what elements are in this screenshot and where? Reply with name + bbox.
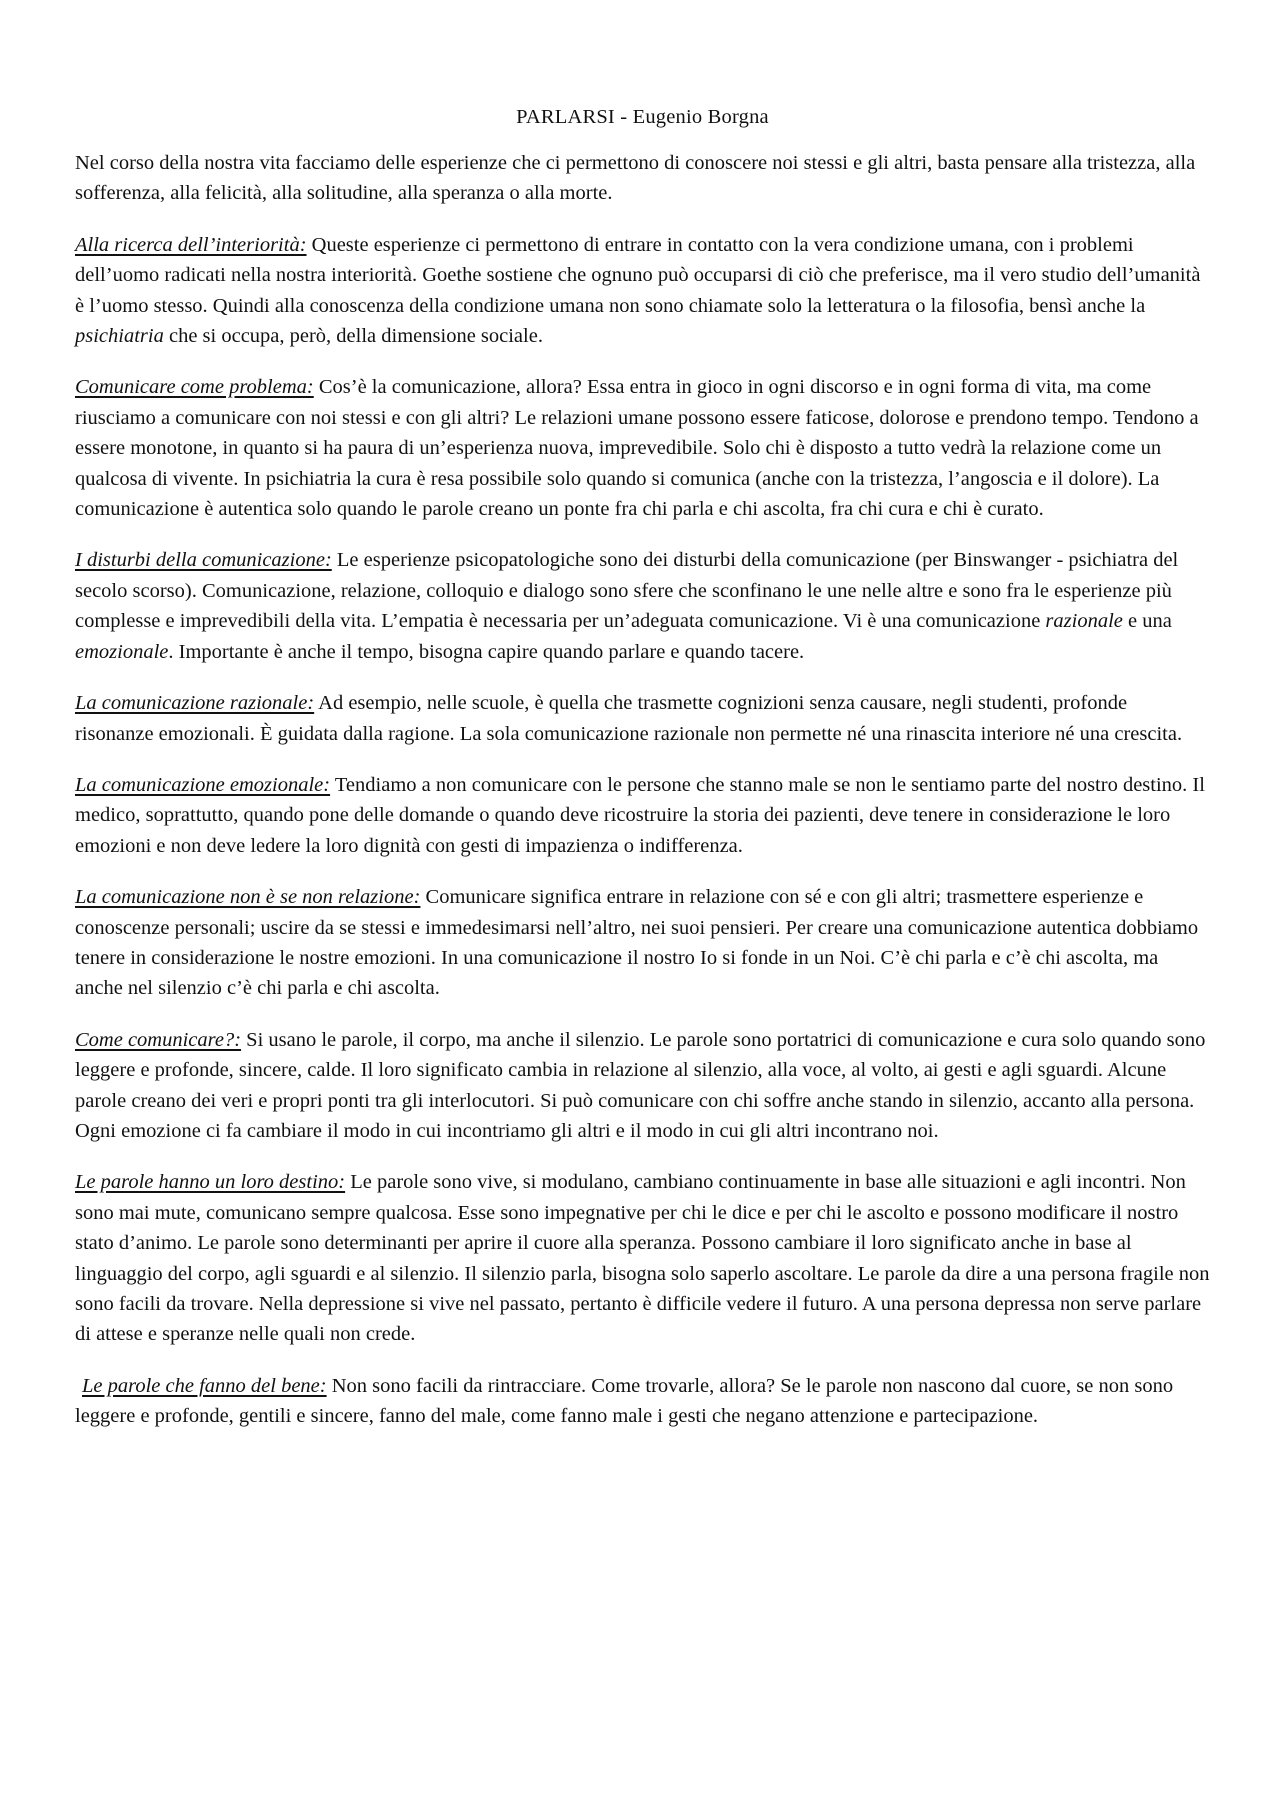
section-text: Comunicare significa entrare in relazione con sé e con gli altri; trasmettere esperienze e conoscenze personali; uscire da se stessi e immedesimarsi nell’altro, nei suoi pensieri. Per creare una comunicazione autentica dobbiamo tenere in considerazione le nostre emozioni. In una comunicazione il nostro Io si fonde in un Noi. C’è chi parla e c’è chi ascolta, ma anche nel silenzio c’è chi parla e chi ascolta. [75, 886, 1199, 1000]
section-text: Le parole sono vive, si modulano, cambiano continuamente in base alle situazioni e agli incontri. Non sono mai mute, comunicano sempre qualcosa. Esse sono impegnative per chi le dice e per chi le ascolto e possono modificare il nostro stato d’animo. Le parole sono determinanti per aprire il cuore alla speranza. Possono cambiare il loro significato anche in base al linguaggio del corpo, agli sguardi e al silenzio. Il silenzio parla, bisogna solo saperlo ascoltare. Le parole da dire a una persona fragile non sono facili da trovare. Nella depressione si vive nel passato, pertanto è difficile vedere il futuro. A una persona depressa non serve parlare di attese e speranze nelle quali non crede. [75, 1171, 1210, 1346]
section-relazione [75, 882, 1210, 1004]
section-come-comunicare [75, 1025, 1210, 1147]
section-text: Queste esperienze ci permettono di entrare in contatto con la vera condizione umana, con i problemi dell’uomo radicati nella nostra interiorità. Goethe sostiene che ognuno può occuparsi di ciò che preferisce, ma il vero studio dell’umanità è l’uomo stesso. Quindi alla conoscenza della condizione umana non sono chiamate solo la letteratura o la filosofia, bensì anche la [75, 233, 1201, 317]
section-emozionale [75, 770, 1210, 861]
section-razionale [75, 688, 1210, 749]
emphasis-term: emozionale [75, 640, 169, 663]
section-comunicare-problema [75, 372, 1210, 524]
section-text: Ad esempio, nelle scuole, è quella che trasmette cognizioni senza causare, negli studenti, profonde risonanze emozionali. È guidata dalla ragione. La sola comunicazione razionale non permette né una rinascita interiore né una crescita. [75, 692, 1183, 745]
section-heading: Le parole che fanno del bene: [82, 1374, 327, 1397]
section-text: Si usano le parole, il corpo, ma anche il silenzio. Le parole sono portatrici di comunicazione e cura solo quando sono leggere e profonde, sincere, calde. Il loro significato cambia in relazione al silenzio, alla voce, al volto, ai gesti e agli sguardi. Alcune parole creano dei veri e propri ponti tra gli interlocutori. Si può comunicare con chi soffre anche stando in silenzio, accanto alla persona. Ogni emozione ci fa cambiare il modo in cui incontriamo gli altri e il modo in cui gli altri incontrano noi. [75, 1028, 1206, 1142]
section-heading: La comunicazione razionale: [75, 692, 315, 715]
section-heading: Alla ricerca dell’interiorità: [75, 233, 307, 256]
document-page [75, 102, 1210, 1453]
section-heading: La comunicazione emozionale: [75, 773, 331, 796]
section-text: Non sono facili da rintracciare. Come trovarle, allora? Se le parole non nascono dal cuore, se non sono leggere e profonde, gentili e sincere, fanno del male, come fanno male i gesti che negano attenzione e partecipazione. [75, 1374, 1174, 1428]
section-heading: Le parole hanno un loro destino: [75, 1171, 346, 1194]
section-parole-destino [75, 1167, 1210, 1349]
section-text: che si occupa, però, della dimensione sociale. [163, 325, 543, 348]
section-heading: Comunicare come problema: [75, 376, 314, 399]
section-heading: La comunicazione non è se non relazione: [75, 886, 421, 909]
intro-paragraph: Nel corso della nostra vita facciamo delle esperienze che ci permettono di conoscere noi stessi e gli altri, basta pensare alla tristezza, alla sofferenza, alla felicità, alla solitudine, alla speranza o alla morte. [75, 152, 1196, 205]
section-text: Tendiamo a non comunicare con le persone che stanno male se non le sentiamo parte del nostro destino. Il medico, soprattutto, quando pone delle domande o quando deve ricostruire la storia dei pazienti, deve tenere in considerazione le loro emozioni e non deve ledere la loro dignità con gesti di impazienza o indifferenza. [75, 773, 1205, 857]
section-parole-bene [75, 1371, 1210, 1432]
section-text: Cos’è la comunicazione, allora? Essa entra in gioco in ogni discorso e in ogni forma di vita, ma come riusciamo a comunicare con noi stessi e con gli altri? Le relazioni umane possono essere faticose, dolorose e prendono tempo. Tendono a essere monotone, in quanto si ha paura di un’esperienza nuova, imprevedibile. Solo chi è disposto a tutto vedrà la relazione come un qualcosa di vivente. In psichiatria la cura è resa possibile solo quando si comunica (anche con la tristezza, l’angoscia e il dolore). La comunicazione è autentica solo quando le parole creano un ponte fra chi parla e chi ascolta, fra chi cura e chi è curato. [75, 376, 1199, 521]
section-heading: Come comunicare?: [75, 1028, 242, 1051]
section-heading: I disturbi della comunicazione: [75, 549, 332, 572]
section-text: Le esperienze psicopatologiche sono dei disturbi della comunicazione (per Binswanger - psichiatra del secolo scorso). Comunicazione, relazione, colloquio e dialogo sono sfere che sconfinano le une nelle altre e sono fra le esperienze più complesse e imprevedibili della vita. L’empatia è necessaria per un’adeguata comunicazione. Vi è una comunicazione [75, 549, 1179, 633]
emphasis-term: psichiatria [75, 325, 164, 348]
section-disturbi [75, 545, 1210, 667]
section-interiorita [75, 230, 1210, 352]
section-text: e una [1122, 610, 1172, 633]
emphasis-term: razionale [1045, 610, 1123, 633]
section-text: . Importante è anche il tempo, bisogna capire quando parlare e quando tacere. [168, 640, 805, 663]
document-title: PARLARSI - Eugenio Borgna [516, 106, 769, 128]
